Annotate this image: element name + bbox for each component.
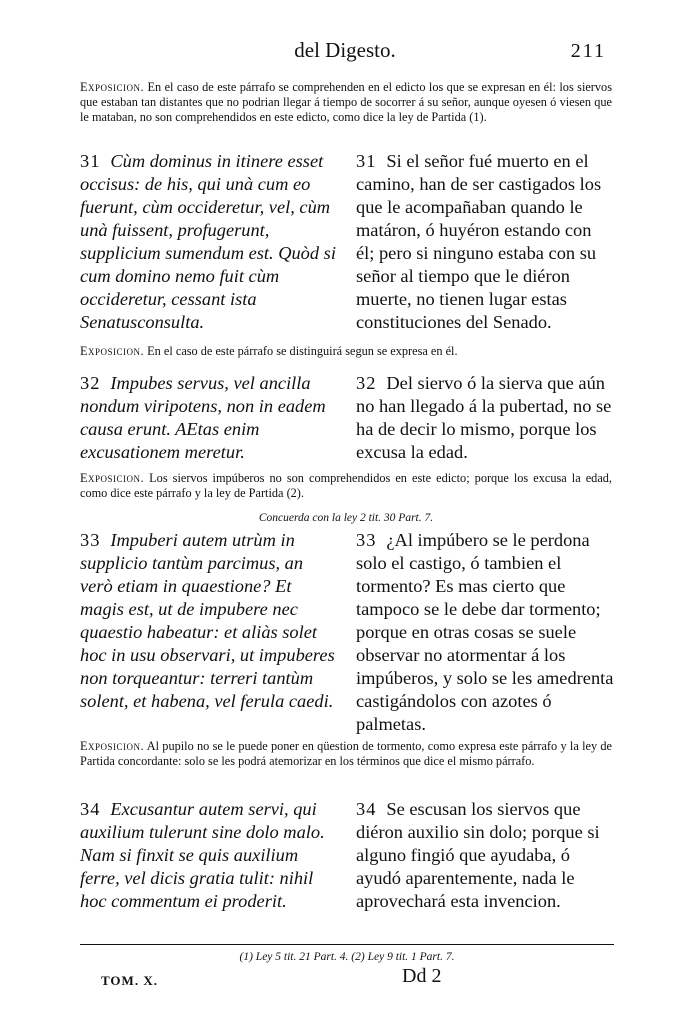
spanish-text: Si el señor fué muerto en el camino, han de ser castigados los que le acompañaban quando le matáron, ó huyéron estando con él; pero si ninguno estaba con su señor al tiempo que le diéron muerte, no tienen lugar estas constituciones del Senado.	[356, 151, 602, 332]
footnotes: (1) Ley 5 tit. 21 Part. 4. (2) Ley 9 tit. 1 Part. 7.	[239, 951, 455, 963]
spanish-paragraph-33	[356, 529, 614, 736]
concordance-note: Concuerda con la ley 2 tit. 30 Part. 7.	[258, 512, 434, 524]
exposition-tag: Exposicion.	[80, 739, 145, 753]
spanish-paragraph-34	[356, 798, 614, 913]
latin-paragraph-33	[80, 529, 336, 713]
exposition-3	[80, 471, 612, 501]
page-header	[80, 38, 610, 68]
latin-text: Excusantur autem servi, qui auxilium tulerunt sine dolo malo. Nam si finxit se quis auxilium ferre, vel dicis gratia tulit: nihil hoc commentum ei proderit.	[80, 799, 325, 911]
paragraph-number: 32	[356, 373, 377, 393]
spanish-paragraph-32	[356, 372, 614, 464]
running-title: del Digesto.	[294, 38, 396, 62]
spanish-text: Del siervo ó la sierva que aún no han llegado á la pubertad, no se ha de decir lo mismo, porque los excusa la edad.	[356, 373, 612, 462]
gathering-mark: Dd 2	[402, 965, 442, 987]
exposition-4	[80, 739, 612, 769]
latin-paragraph-34	[80, 798, 336, 913]
exposition-text: En el caso de este párrafo se comprehenden en el edicto los que se expresan en él: los siervos que estaban tan distantes que no podrian llegar á tiempo de socorrer á su señor, aunque oyesen ó viesen que le mataban, no son comprehendidos en este edicto, como dice la ley de Partida (1).	[80, 80, 612, 124]
exposition-text: Al pupilo no se le puede poner en qüestion de tormento, como expresa este párrafo y la ley de Partida concordante: solo se les podrá atemorizar en los términos que dice el mismo párrafo.	[80, 739, 612, 768]
spanish-paragraph-31	[356, 150, 614, 334]
paragraph-number: 33	[356, 530, 377, 550]
paragraph-number: 34	[80, 799, 101, 819]
footnote-rule	[80, 944, 614, 945]
page-number: 211	[570, 40, 606, 62]
paragraph-number: 31	[80, 151, 101, 171]
paragraph-number: 33	[80, 530, 101, 550]
exposition-tag: Exposicion.	[80, 80, 145, 94]
exposition-2	[80, 344, 612, 359]
latin-paragraph-31	[80, 150, 336, 334]
exposition-tag: Exposicion.	[80, 471, 145, 485]
spanish-text: ¿Al impúbero se le perdona solo el castigo, ó tambien el tormento? Es mas cierto que tampoco se le debe dar tormento; porque en otras cosas se suele observar no atormentar á los impúberos, y solo se les amedrenta castigándolos con azotes ó palmetas.	[356, 530, 614, 734]
exposition-tag: Exposicion.	[80, 344, 145, 358]
paragraph-number: 31	[356, 151, 377, 171]
latin-text: Cùm dominus in itinere esset occisus: de his, qui unà cum eo fuerunt, cùm occideretur, vel, cùm unà fuissent, profugerunt, supplicium sumendum est. Quòd si cum domino nemo fuit cùm occideretur, cessant ista Senatusconsulta.	[80, 151, 336, 332]
exposition-1	[80, 80, 612, 125]
latin-paragraph-32	[80, 372, 336, 464]
volume-signature: TOM. X.	[101, 973, 158, 988]
spanish-text: Se escusan los siervos que diéron auxilio sin dolo; porque si alguno fingió que ayudaba, ó ayudó aparentemente, nada le aprovechará esta invencion.	[356, 799, 600, 911]
latin-text: Impuberi autem utrùm in supplicio tantùm parcimus, an verò etiam in quaestione? Et magis est, ut de impubere nec quaestio habeatur: et aliàs solet hoc in usu observari, ut impuberes non torqueantur: terreri tantùm solent, et habena, vel ferula caedi.	[80, 530, 335, 711]
paragraph-number: 34	[356, 799, 377, 819]
exposition-text: Los siervos impúberos no son comprehendidos en este edicto; porque los excusa la edad, como dice este párrafo y la ley de Partida (2).	[80, 471, 612, 500]
latin-text: Impubes servus, vel ancilla nondum viripotens, non in eadem causa erunt. AEtas enim excusationem meretur.	[80, 373, 326, 462]
paragraph-number: 32	[80, 373, 101, 393]
exposition-text: En el caso de este párrafo se distinguirá segun se expresa en él.	[147, 344, 458, 358]
